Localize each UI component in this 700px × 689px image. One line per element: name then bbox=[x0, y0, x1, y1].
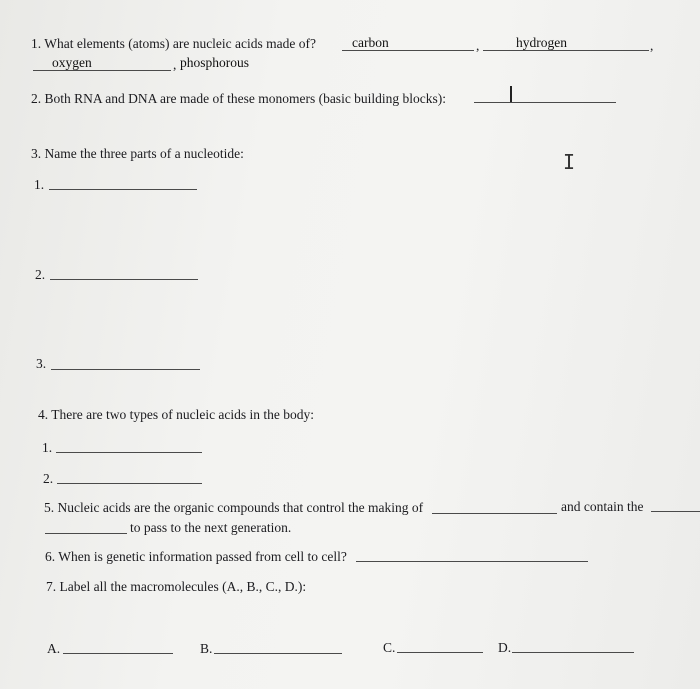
question-5-text-continued: and contain the bbox=[561, 499, 644, 514]
q4-item-1-label: 1. bbox=[42, 440, 53, 455]
question-7-text: 7. Label all the macromolecules (A., B., C., D.): bbox=[46, 579, 307, 594]
text-caret bbox=[510, 86, 512, 102]
q7-label-d: D. bbox=[498, 640, 512, 655]
q1-answer-4: phosphorous bbox=[180, 55, 250, 70]
q5-answer-line-1[interactable] bbox=[432, 513, 557, 514]
q7-answer-line-a[interactable] bbox=[63, 653, 173, 654]
question-5-text: 5. Nucleic acids are the organic compounds that control the making of bbox=[44, 500, 424, 515]
q1-answer-2: hydrogen bbox=[516, 35, 567, 50]
q4-item-2-label: 2. bbox=[43, 471, 54, 486]
question-6-text: 6. When is genetic information passed from cell to cell? bbox=[45, 549, 347, 564]
q5-answer-line-2[interactable] bbox=[651, 511, 700, 512]
q1-answer-3: oxygen bbox=[52, 55, 92, 70]
i-beam-cursor-icon: I bbox=[563, 150, 576, 174]
question-3-text: 3. Name the three parts of a nucleotide: bbox=[31, 146, 244, 161]
q7-label-b: B. bbox=[200, 641, 213, 656]
q4-answer-line-2[interactable] bbox=[57, 483, 202, 484]
q2-answer-line[interactable] bbox=[474, 102, 616, 103]
q7-label-a: A. bbox=[47, 641, 61, 656]
question-5-text-end: to pass to the next generation. bbox=[130, 520, 292, 535]
q1-answer-1: carbon bbox=[352, 35, 389, 50]
question-4-text: 4. There are two types of nucleic acids in the body: bbox=[38, 407, 315, 422]
q5-answer-line-3[interactable] bbox=[45, 533, 127, 534]
q7-answer-line-c[interactable] bbox=[397, 652, 483, 653]
question-2-text: 2. Both RNA and DNA are made of these monomers (basic building blocks): bbox=[31, 91, 447, 106]
worksheet-page: 1. What elements (atoms) are nucleic acids made of? carbon , hydrogen , oxygen , phosphorous 2. Both RNA and DNA are made of these monomers (basic building blocks): 3. Name the three parts of a nucleotide: I 1. 2. 3. 4. There are two types of nucleic acids in the body: 1. 2. 5. Nucleic acids are the organic compounds that control the making of and contain the to pass to the next generation. 6. When is genetic information passed from cell to cell? 7. Label all the macromolecules (A., B., C., D.): A. B. C. D. bbox=[0, 0, 700, 689]
q3-item-2-label: 2. bbox=[35, 267, 46, 282]
q3-answer-line-3[interactable] bbox=[51, 369, 200, 370]
q3-answer-line-1[interactable] bbox=[49, 189, 197, 190]
q3-item-1-label: 1. bbox=[34, 177, 45, 192]
question-1-text: 1. What elements (atoms) are nucleic acids made of? bbox=[31, 36, 317, 51]
q7-label-c: C. bbox=[383, 640, 396, 655]
q4-answer-line-1[interactable] bbox=[56, 452, 202, 453]
q6-answer-line[interactable] bbox=[356, 561, 588, 562]
q3-item-3-label: 3. bbox=[36, 356, 47, 371]
q7-answer-line-b[interactable] bbox=[214, 653, 342, 654]
q3-answer-line-2[interactable] bbox=[50, 279, 198, 280]
q7-answer-line-d[interactable] bbox=[512, 652, 634, 653]
